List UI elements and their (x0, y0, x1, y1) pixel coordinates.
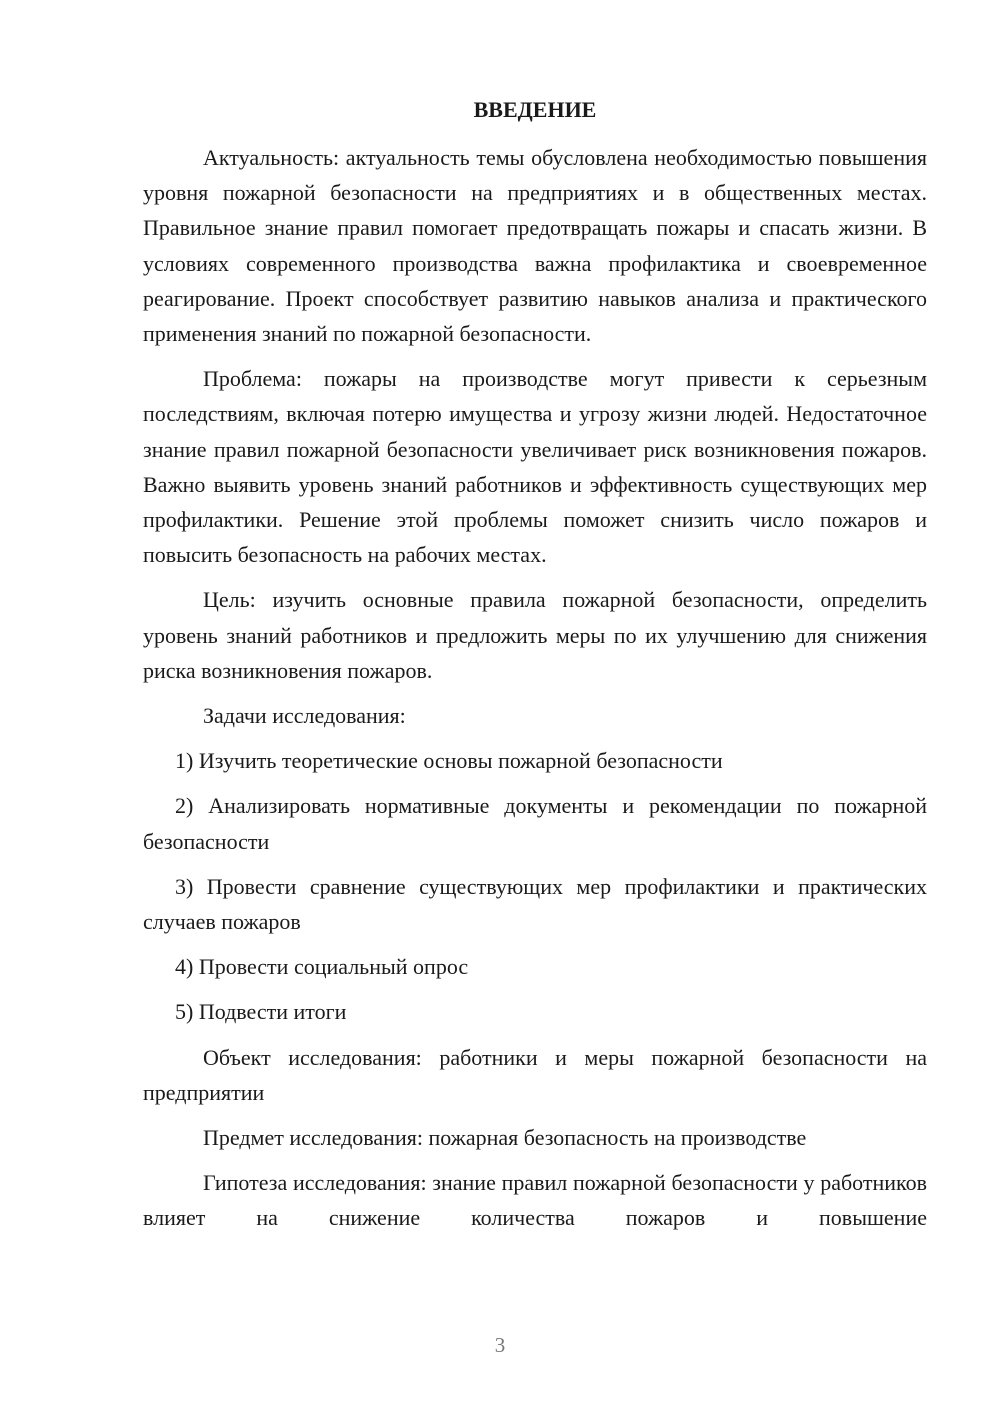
task-item-4: 4) Провести социальный опрос (175, 954, 469, 980)
paragraph-goal: Цель: изучить основные правила пожарной безопасности, определить уровень знаний работников и предложить меры по их улучшению для снижения риска возникновения пожаров. (143, 587, 927, 683)
task-item-5: 5) Подвести итоги (175, 999, 347, 1025)
document-page (143, 92, 927, 1246)
section-title: ВВЕДЕНИЕ (473, 97, 597, 122)
task-item-3: 3) Провести сравнение существующих мер профилактики и практических случаев пожаров (143, 873, 927, 935)
paragraph-object: Объект исследования: работники и меры пожарной безопасности на предприятии (143, 1044, 927, 1105)
paragraph-problem: Проблема: пожары на производстве могут привести к серьезным последствиям, включая потерю имущества и угрозу жизни людей. Недостаточное знание правил пожарной безопасности увеличивает риск возникновения пожаров. Важно выявить уровень знаний работников и эффективность существующих мер профилактики. Решение этой проблемы поможет снизить число пожаров и повысить безопасность на рабочих местах. (143, 366, 927, 568)
page-number: 3 (494, 1333, 506, 1357)
paragraph-hypothesis: Гипотеза исследования: знание правил пожарной безопасности у работников влияет на снижение количества пожаров и повышение (143, 1170, 927, 1231)
task-item-2: 2) Анализировать нормативные документы и рекомендации по пожарной безопасности (143, 793, 927, 854)
paragraph-subject: Предмет исследования: пожарная безопасность на производстве (203, 1125, 807, 1151)
paragraph-relevance: Актуальность: актуальность темы обусловлена необходимостью повышения уровня пожарной безопасности на предприятиях и в общественных местах. Правильное знание правил помогает предотвращать пожары и спасать жизни. В условиях современного производства важна профилактика и своевременное реагирование. Проект способствует развитию навыков анализа и практического применения знаний по пожарной безопасности. (143, 145, 927, 347)
task-item-1: 1) Изучить теоретические основы пожарной безопасности (175, 748, 723, 774)
tasks-heading: Задачи исследования: (203, 703, 406, 729)
